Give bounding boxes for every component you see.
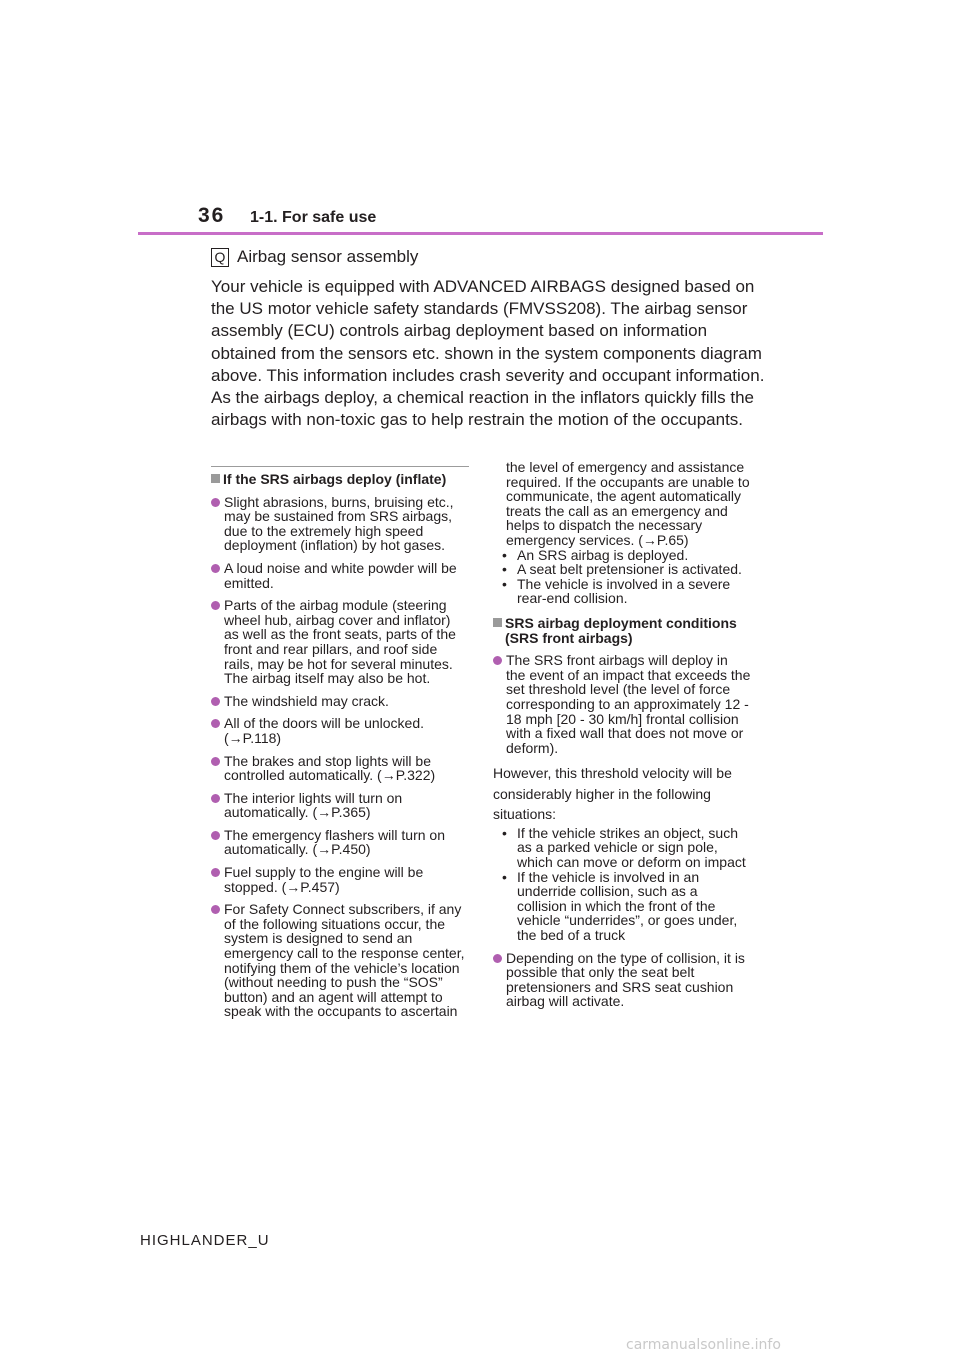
condition-item: • If the vehicle strikes an object, such as a parked vehicle or sign pole, which can move or deform on impact <box>502 824 746 870</box>
list-item: The emergency flashers will turn on automatically. (→P.450) <box>211 828 469 857</box>
page-number: 36 <box>198 204 226 227</box>
list-item: A loud noise and white powder will be emitted. <box>211 561 469 590</box>
dot-mark: • <box>502 824 507 841</box>
bullet-dot-icon <box>211 498 220 507</box>
square-marker-icon <box>211 474 220 483</box>
dot-mark: • <box>502 575 507 592</box>
list-item: For Safety Connect subscribers, if any of the following situations occur, the system is designed to send an emergency call to the response center, notifying them of the vehicle’s location (without needing to push the “SOS” button) and an agent will attempt to speak with the occupants to ascertain <box>211 902 469 1019</box>
deploy-heading: If the SRS airbags deploy (inflate) <box>211 472 469 487</box>
continuation-text: the level of emergency and assistance required. If the occupants are unable to communicate, the agent automatically treats the call as an emergency and helps to dispatch the necessary emergency services. (→P.65) <box>506 459 750 548</box>
situation-item: • The vehicle is involved in a severe rear-end collision. <box>502 575 731 607</box>
right-column <box>493 460 751 1017</box>
intro-title: Airbag sensor assembly <box>237 247 419 266</box>
intro-heading <box>211 244 771 270</box>
intro-paragraph: Your vehicle is equipped with ADVANCED AIRBAGS designed based on the US motor vehicle safety standards (FMVSS208). The airbag sensor assembly (ECU) controls airbag deployment based on information obtained from the sensors etc. shown in the system components diagram above. This information includes crash severity and occupant information. As the airbags deploy, a chemical reaction in the inflators quickly fills the airbags with non-toxic gas to help restrain the motion of the occupants. <box>211 277 765 430</box>
list-item: The windshield may crack. <box>211 694 469 709</box>
condition-item: • If the vehicle is involved in an underride collision, such as a collision in which the front of the vehicle “underrides”, or goes under, the bed of a truck <box>502 868 738 943</box>
list-item: The brakes and stop lights will be controlled automatically. (→P.322) <box>211 754 469 783</box>
bullet-dot-icon <box>211 868 220 877</box>
list-item: The SRS front airbags will deploy in the event of an impact that exceeds the set threshold level (the level of force corresponding to an approximately 12 - 18 mph [20 - 30 km/h] frontal collision with a fixed wall that does not move or deform). <box>493 653 751 755</box>
square-marker-icon <box>493 618 502 627</box>
bullet-dot-icon <box>211 794 220 803</box>
list-item: All of the doors will be unlocked. (→P.118) <box>211 716 469 745</box>
bullet-dot-icon <box>493 656 502 665</box>
bullet-dot-icon <box>211 697 220 706</box>
footer-model: HIGHLANDER_U <box>140 1232 270 1249</box>
left-column <box>211 472 469 1027</box>
dot-mark: • <box>502 561 507 578</box>
header-divider <box>138 232 823 235</box>
list-item: The interior lights will turn on automatically. (→P.365) <box>211 791 469 820</box>
bullet-dot-icon <box>493 954 502 963</box>
list-item: Parts of the airbag module (steering wheel hub, airbag cover and inflator) as well as the front seats, parts of the front and rear pillars, and roof side rails, may be hot for several minutes. The airbag itself may also be hot. <box>211 598 469 686</box>
situation-item: • A seat belt pretensioner is activated. <box>502 561 742 578</box>
dot-mark: • <box>502 546 507 563</box>
list-item: Slight abrasions, burns, bruising etc., may be sustained from SRS airbags, due to the extremely high speed deployment (inflation) by hot gases. <box>211 495 469 553</box>
bullet-dot-icon <box>211 905 220 914</box>
list-item: Fuel supply to the engine will be stopped. (→P.457) <box>211 865 469 894</box>
threshold-paragraph: However, this threshold velocity will be considerably higher in the following situations: <box>493 765 732 823</box>
deployment-conditions-heading: SRS airbag deployment conditions (SRS front airbags) <box>493 616 751 645</box>
watermark: carmanualsonline.info <box>626 1337 781 1353</box>
dot-mark: • <box>502 868 507 885</box>
section-title: 1-1. For safe use <box>250 209 377 226</box>
list-item: Depending on the type of collision, it is possible that only the seat belt pretensioners and SRS seat cushion airbag will activate. <box>493 951 751 1009</box>
situation-item: • An SRS airbag is deployed. <box>502 546 689 563</box>
bullet-dot-icon <box>211 601 220 610</box>
column-divider <box>211 466 469 467</box>
bullet-dot-icon <box>211 564 220 573</box>
bullet-dot-icon <box>211 719 220 728</box>
bullet-dot-icon <box>211 757 220 766</box>
intro-section <box>211 244 771 431</box>
key-letter-box: Q <box>211 248 229 267</box>
bullet-dot-icon <box>211 831 220 840</box>
page-header <box>0 0 960 240</box>
